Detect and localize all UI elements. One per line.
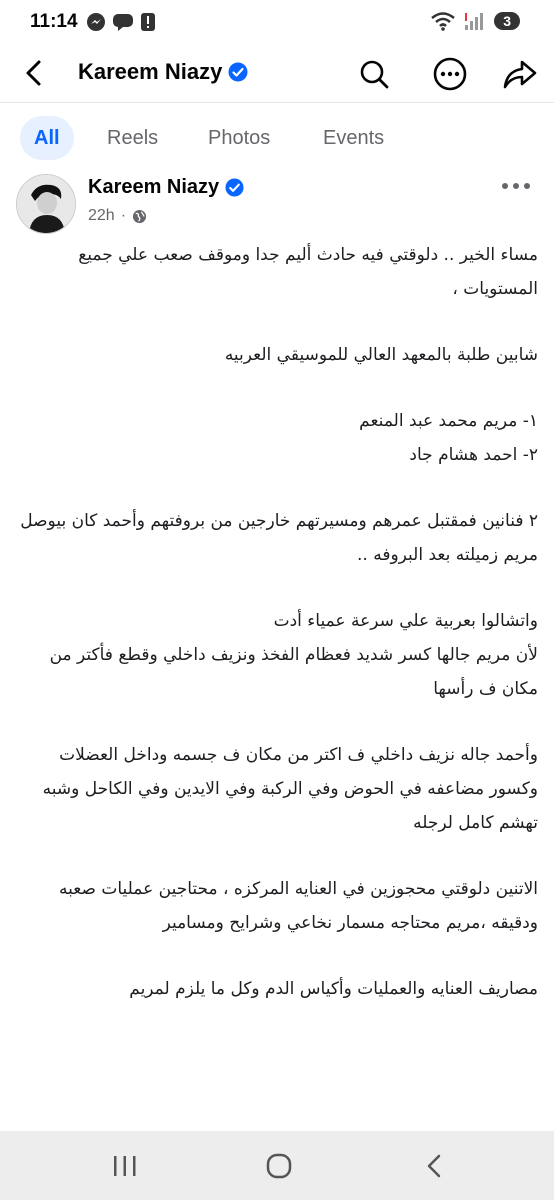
signal-icon: [464, 11, 486, 31]
meta-separator: ·: [120, 207, 127, 224]
post-text: [16, 238, 538, 1006]
avatar-photo-icon: [17, 175, 75, 233]
post-paragraph: ١- مريم محمد عبد المنعم ٢- احمد هشام جاد: [359, 411, 538, 465]
author-avatar[interactable]: [16, 174, 76, 234]
top-app-bar: [0, 46, 554, 103]
status-bar: [0, 0, 554, 46]
post-paragraph: ٢ فنانين فمقتبل عمرهم ومسيرتهم خارجين من بروفتهم وأحمد كان بيوصل مريم زميلته بعد البروفه ..: [20, 511, 538, 565]
page-title: [78, 59, 248, 85]
verified-badge-icon: [225, 178, 244, 197]
notification-icons: [86, 12, 156, 32]
post-paragraph: مساء الخير .. دلوقتي فيه حادث أليم جدا وموقف صعب علي جميع المستويات ،: [78, 245, 538, 299]
search-icon[interactable]: [356, 56, 392, 92]
system-nav-bar: [0, 1131, 554, 1200]
post-meta: [88, 207, 147, 225]
tab-reels[interactable]: Reels: [107, 127, 159, 149]
home-icon[interactable]: [262, 1151, 296, 1181]
status-right: [430, 11, 520, 31]
page-title-text: Kareem Niazy: [78, 59, 223, 84]
tab-all[interactable]: All: [20, 116, 74, 160]
verified-badge-icon: [228, 62, 248, 82]
chat-icon: [112, 12, 134, 32]
share-icon[interactable]: [502, 56, 538, 92]
alert-icon: [140, 12, 156, 32]
back-nav-icon[interactable]: [418, 1151, 452, 1181]
tab-photos[interactable]: Photos: [208, 127, 271, 149]
recents-icon[interactable]: [108, 1151, 142, 1181]
battery-badge: 3: [494, 12, 520, 30]
post-paragraph: واتشالوا بعربية علي سرعة عمياء أدت لأن مريم جالها كسر شديد فعظام الفخذ ونزيف داخلي وقطع فأكتر من مكان ف رأسها: [49, 611, 538, 699]
messenger-icon: [86, 12, 106, 32]
profile-tabs: [0, 110, 554, 162]
post-more-icon[interactable]: [500, 180, 532, 192]
globe-icon: [132, 209, 147, 224]
post-paragraph: وأحمد جاله نزيف داخلي ف اكتر من مكان ف جسمه وداخل العضلات وكسور مضاعفه في الحوض وفي الركبة وفي الايدين وفي الكاحل وشبه تهشم كامل لرجله: [42, 745, 538, 833]
post-author[interactable]: [88, 176, 244, 199]
post-author-name[interactable]: Kareem Niazy: [88, 176, 220, 198]
tab-events[interactable]: Events: [323, 127, 385, 149]
status-time: 11:14: [30, 11, 78, 32]
more-options-icon[interactable]: [432, 56, 468, 92]
post-paragraph: شابين طلبة بالمعهد العالي للموسيقي العربيه: [224, 345, 538, 365]
post-paragraph: الاتنين دلوقتي محجوزين في العنايه المركزه ، محتاجين عمليات صعبه ودقيقه ،مريم محتاجه مسمار نخاعي وشرايح ومسامير: [59, 879, 538, 933]
post-timestamp[interactable]: 22h: [88, 207, 115, 224]
wifi-icon: [430, 11, 456, 31]
post-paragraph: مصاريف العنايه والعمليات وأكياس الدم وكل ما يلزم لمريم: [129, 979, 538, 999]
back-arrow-icon[interactable]: [20, 58, 50, 88]
